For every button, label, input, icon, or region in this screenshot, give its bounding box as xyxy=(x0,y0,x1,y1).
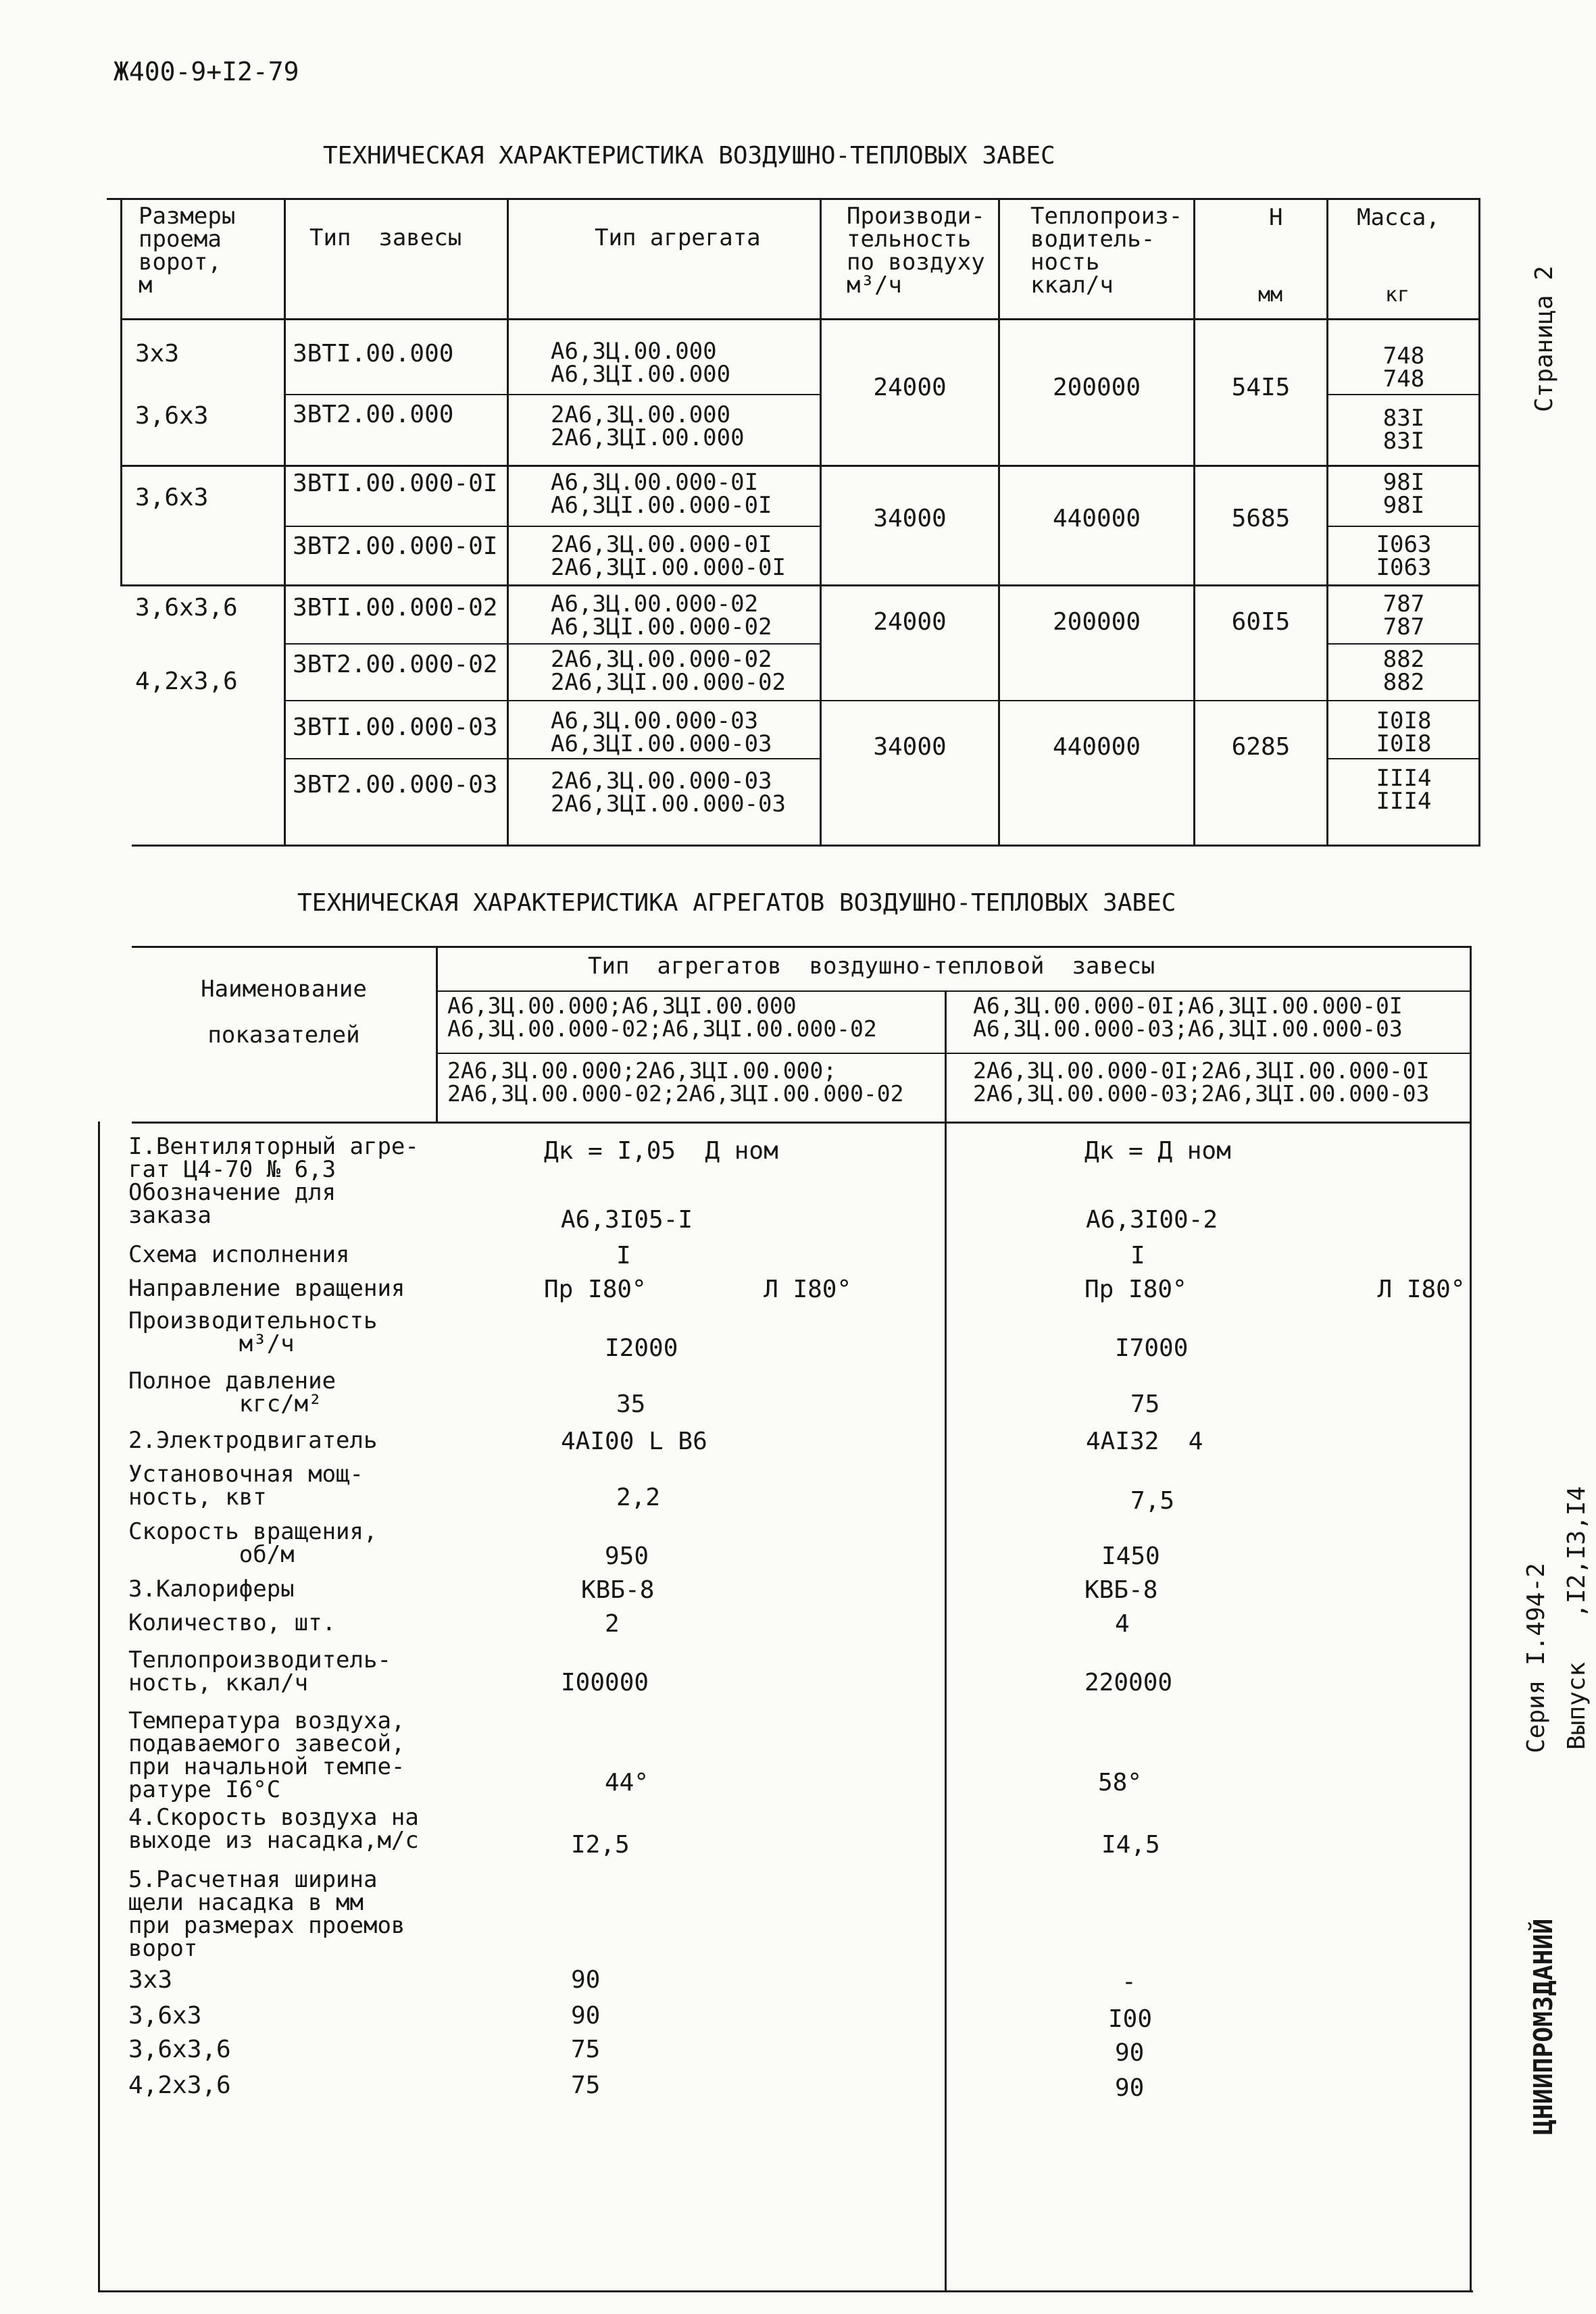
mass-cell: 882 882 xyxy=(1382,646,1425,696)
indicator-label: 5.Расчетная ширина щели насадка в мм при размерах проемов ворот xyxy=(128,1866,405,1962)
indicator-value-col2: I xyxy=(1130,1242,1145,1269)
indicator-value-col1: I xyxy=(616,1242,631,1269)
curtain-type-cell: ЗВТ2.00.000-02 xyxy=(293,651,498,678)
heat-output-cell: 440000 xyxy=(1052,733,1141,761)
curtain-type-cell: ЗВТI.00.000-03 xyxy=(293,713,498,741)
indicator-value-col1: I2,5 xyxy=(571,1831,630,1859)
heat-output-cell: 200000 xyxy=(1052,608,1141,636)
indicator-label: 4.Скорость воздуха на выходе из насадка,м/с xyxy=(128,1804,419,1854)
indicator-label: Скорость вращения, об/м xyxy=(128,1518,378,1568)
indicator-value-col2: Дк = Д ном xyxy=(1084,1137,1231,1165)
indicator-label: 4,2х3,6 xyxy=(128,2071,231,2099)
airflow-cell: 34000 xyxy=(873,733,947,761)
airflow-cell: 24000 xyxy=(873,608,947,636)
indicator-value-col2: 4 xyxy=(1115,1610,1130,1638)
unit-type-cell: А6,ЗЦ.00.000-0I А6,ЗЦI.00.000-0I xyxy=(551,469,772,519)
heat-output-cell: 200000 xyxy=(1052,374,1141,401)
indicator-value-col1: 4АI00 L В6 xyxy=(561,1428,707,1455)
indicator-label: Производительность м³/ч xyxy=(128,1307,378,1357)
col2-types-b: 2А6,ЗЦ.00.000-0I;2А6,ЗЦI.00.000-0I 2А6,ЗЦ.00.000-03;2А6,ЗЦI.00.000-03 xyxy=(973,1057,1430,1107)
height-cell: 54I5 xyxy=(1231,374,1291,401)
indicator-value-col2: I450 xyxy=(1101,1542,1160,1570)
col1-types-b: 2А6,ЗЦ.00.000;2А6,ЗЦI.00.000; 2А6,ЗЦ.00.000-02;2А6,ЗЦI.00.000-02 xyxy=(447,1057,904,1107)
header-size: Размеры проема ворот, м xyxy=(139,203,236,299)
page-number: Страница 2 xyxy=(1530,266,1558,412)
indicator-value-col1: Дк = I,05 Д ном xyxy=(544,1137,778,1165)
indicator-label: Полное давление кгс/м² xyxy=(128,1367,336,1417)
size-cell: 4,2х3,6 xyxy=(135,668,238,695)
indicator-value-col1: А6,3I05-I xyxy=(561,1206,693,1234)
mass-cell: 787 787 xyxy=(1382,590,1425,640)
unit-type-cell: 2А6,ЗЦ.00.000-0I 2А6,ЗЦI.00.000-0I xyxy=(551,531,786,581)
height-cell: 60I5 xyxy=(1231,608,1291,636)
size-cell: 3,6х3,6 xyxy=(135,594,238,622)
mass-cell: 98I 98I xyxy=(1382,469,1425,519)
organization-stamp: ЦНИИПРОМЗДАНИЙ xyxy=(1528,1918,1558,2135)
unit-types-header: Тип агрегатов воздушно-тепловой завесы xyxy=(588,953,1155,980)
indicator-label: Температура воздуха, подаваемого завесой, при начальной темпе- ратуре I6°С xyxy=(128,1707,405,1803)
unit-type-cell: А6,ЗЦ.00.000 А6,ЗЦI.00.000 xyxy=(551,338,731,388)
unit-type-cell: А6,ЗЦ.00.000-03 А6,ЗЦI.00.000-03 xyxy=(551,707,772,757)
indicator-value-col1: КВБ-8 xyxy=(581,1576,655,1604)
mass-cell: III4 III4 xyxy=(1376,765,1432,815)
height-cell: 6285 xyxy=(1231,733,1291,761)
indicator-value-col2: 220000 xyxy=(1084,1669,1173,1696)
unit-type-cell: 2А6,ЗЦ.00.000-03 2А6,ЗЦI.00.000-03 xyxy=(551,768,786,818)
indicator-value-col2: 58° xyxy=(1098,1769,1143,1796)
size-cell: 3х3 xyxy=(135,340,180,368)
indicator-label: Установочная мощ- ность, квт xyxy=(128,1461,364,1511)
indicator-value-col1: 35 xyxy=(616,1390,646,1418)
indicator-value-col2: Пр I80° Л I80° xyxy=(1084,1276,1466,1303)
indicator-value-col2: 4АI32 4 xyxy=(1086,1428,1203,1455)
mass-cell: I0I8 I0I8 xyxy=(1376,707,1432,757)
size-cell: 3,6х3 xyxy=(135,484,209,511)
curtain-type-cell: ЗВТI.00.000-0I xyxy=(293,470,498,497)
unit-type-cell: А6,ЗЦ.00.000-02 А6,ЗЦI.00.000-02 xyxy=(551,590,772,640)
indicator-value-col1: 90 xyxy=(571,2002,601,2030)
indicator-label: I.Вентиляторный агре- гат Ц4-70 № 6,3 xyxy=(128,1133,419,1183)
indicator-value-col1: I00000 xyxy=(561,1669,649,1696)
indicator-value-col2: I7000 xyxy=(1115,1334,1189,1362)
indicator-value-col2: 7,5 xyxy=(1130,1487,1175,1515)
curtain-type-cell: ЗВТ2.00.000-03 xyxy=(293,771,498,799)
issue-label: Выпуск ,I2,I3,I4 xyxy=(1563,1486,1591,1750)
airflow-cell: 24000 xyxy=(873,374,947,401)
header-heat-output: Теплопроиз- водитель- ность ккал/ч xyxy=(1030,203,1183,299)
indicator-value-col2: 75 xyxy=(1130,1390,1160,1418)
indicator-name-header: Наименование показателей xyxy=(201,976,367,1049)
unit-type-cell: 2А6,ЗЦ.00.000-02 2А6,ЗЦI.00.000-02 xyxy=(551,646,786,696)
indicator-label: 2.Электродвигатель xyxy=(128,1427,378,1454)
indicator-label: Направление вращения xyxy=(128,1275,405,1302)
indicator-value-col1: 44° xyxy=(605,1769,649,1796)
indicator-value-col2: 90 xyxy=(1115,2039,1145,2067)
indicator-label: Обозначение для заказа xyxy=(128,1179,336,1229)
indicator-label: Схема исполнения xyxy=(128,1241,350,1268)
indicator-value-col2: - xyxy=(1122,1968,1137,1996)
header-unit-type: Тип агрегата xyxy=(595,224,761,251)
indicator-value-col1: 75 xyxy=(571,2071,601,2099)
header-h: Н xyxy=(1269,204,1283,231)
indicator-value-col2: А6,3I00-2 xyxy=(1086,1206,1218,1234)
curtain-type-cell: ЗВТ2.00.000 xyxy=(293,401,454,428)
indicator-value-col2: 90 xyxy=(1115,2074,1145,2102)
col1-types-a: А6,ЗЦ.00.000;А6,ЗЦI.00.000 А6,ЗЦ.00.000-02;А6,ЗЦI.00.000-02 xyxy=(447,992,877,1042)
height-cell: 5685 xyxy=(1231,505,1291,532)
series-label: Серия I.494-2 xyxy=(1522,1563,1550,1753)
mass-cell: 83I 83I xyxy=(1382,405,1425,455)
indicator-label: 3х3 xyxy=(128,1966,173,1994)
header-curtain-type: Тип завесы xyxy=(309,224,462,251)
indicator-label: 3,6х3,6 xyxy=(128,2036,231,2063)
curtain-type-cell: ЗВТI.00.000 xyxy=(293,340,454,368)
indicator-label: Количество, шт. xyxy=(128,1609,336,1636)
indicator-value-col2: I00 xyxy=(1108,2005,1153,2033)
indicator-value-col1: 950 xyxy=(605,1542,649,1570)
table1-title: ТЕХНИЧЕСКАЯ ХАРАКТЕРИСТИКА ВОЗДУШНО-ТЕПЛОВЫХ ЗАВЕС xyxy=(323,142,1055,170)
header-mass-unit: кг xyxy=(1385,283,1410,307)
indicator-value-col1: 2 xyxy=(605,1610,620,1638)
header-mass: Масса, xyxy=(1357,204,1440,231)
heat-output-cell: 440000 xyxy=(1052,505,1141,532)
curtain-type-cell: ЗВТI.00.000-02 xyxy=(293,594,498,622)
size-cell: 3,6х3 xyxy=(135,402,209,430)
col2-types-a: А6,ЗЦ.00.000-0I;А6,ЗЦI.00.000-0I А6,ЗЦ.00.000-03;А6,ЗЦI.00.000-03 xyxy=(973,992,1403,1042)
header-airflow: Производи- тельность по воздуху м³/ч xyxy=(847,203,985,299)
header-h-unit: мм xyxy=(1258,283,1283,307)
unit-type-cell: 2А6,ЗЦ.00.000 2А6,ЗЦI.00.000 xyxy=(551,401,745,451)
document-code: Ж400-9+I2-79 xyxy=(114,57,299,86)
indicator-value-col2: КВБ-8 xyxy=(1084,1576,1158,1604)
airflow-cell: 34000 xyxy=(873,505,947,532)
indicator-value-col1: Пр I80° Л I80° xyxy=(544,1276,852,1303)
indicator-value-col1: 90 xyxy=(571,1966,601,1994)
mass-cell: I063 I063 xyxy=(1376,531,1432,581)
indicator-label: 3.Калориферы xyxy=(128,1576,295,1603)
curtain-type-cell: ЗВТ2.00.000-0I xyxy=(293,532,498,560)
indicator-label: 3,6х3 xyxy=(128,2002,202,2030)
table2-title: ТЕХНИЧЕСКАЯ ХАРАКТЕРИСТИКА АГРЕГАТОВ ВОЗДУШНО-ТЕПЛОВЫХ ЗАВЕС xyxy=(297,889,1176,917)
indicator-value-col1: I2000 xyxy=(605,1334,678,1362)
indicator-value-col1: 75 xyxy=(571,2036,601,2063)
indicator-value-col2: I4,5 xyxy=(1101,1831,1160,1859)
indicator-label: Теплопроизводитель- ность, ккал/ч xyxy=(128,1646,391,1696)
mass-cell: 748 748 xyxy=(1382,343,1425,393)
indicator-value-col1: 2,2 xyxy=(616,1484,661,1511)
